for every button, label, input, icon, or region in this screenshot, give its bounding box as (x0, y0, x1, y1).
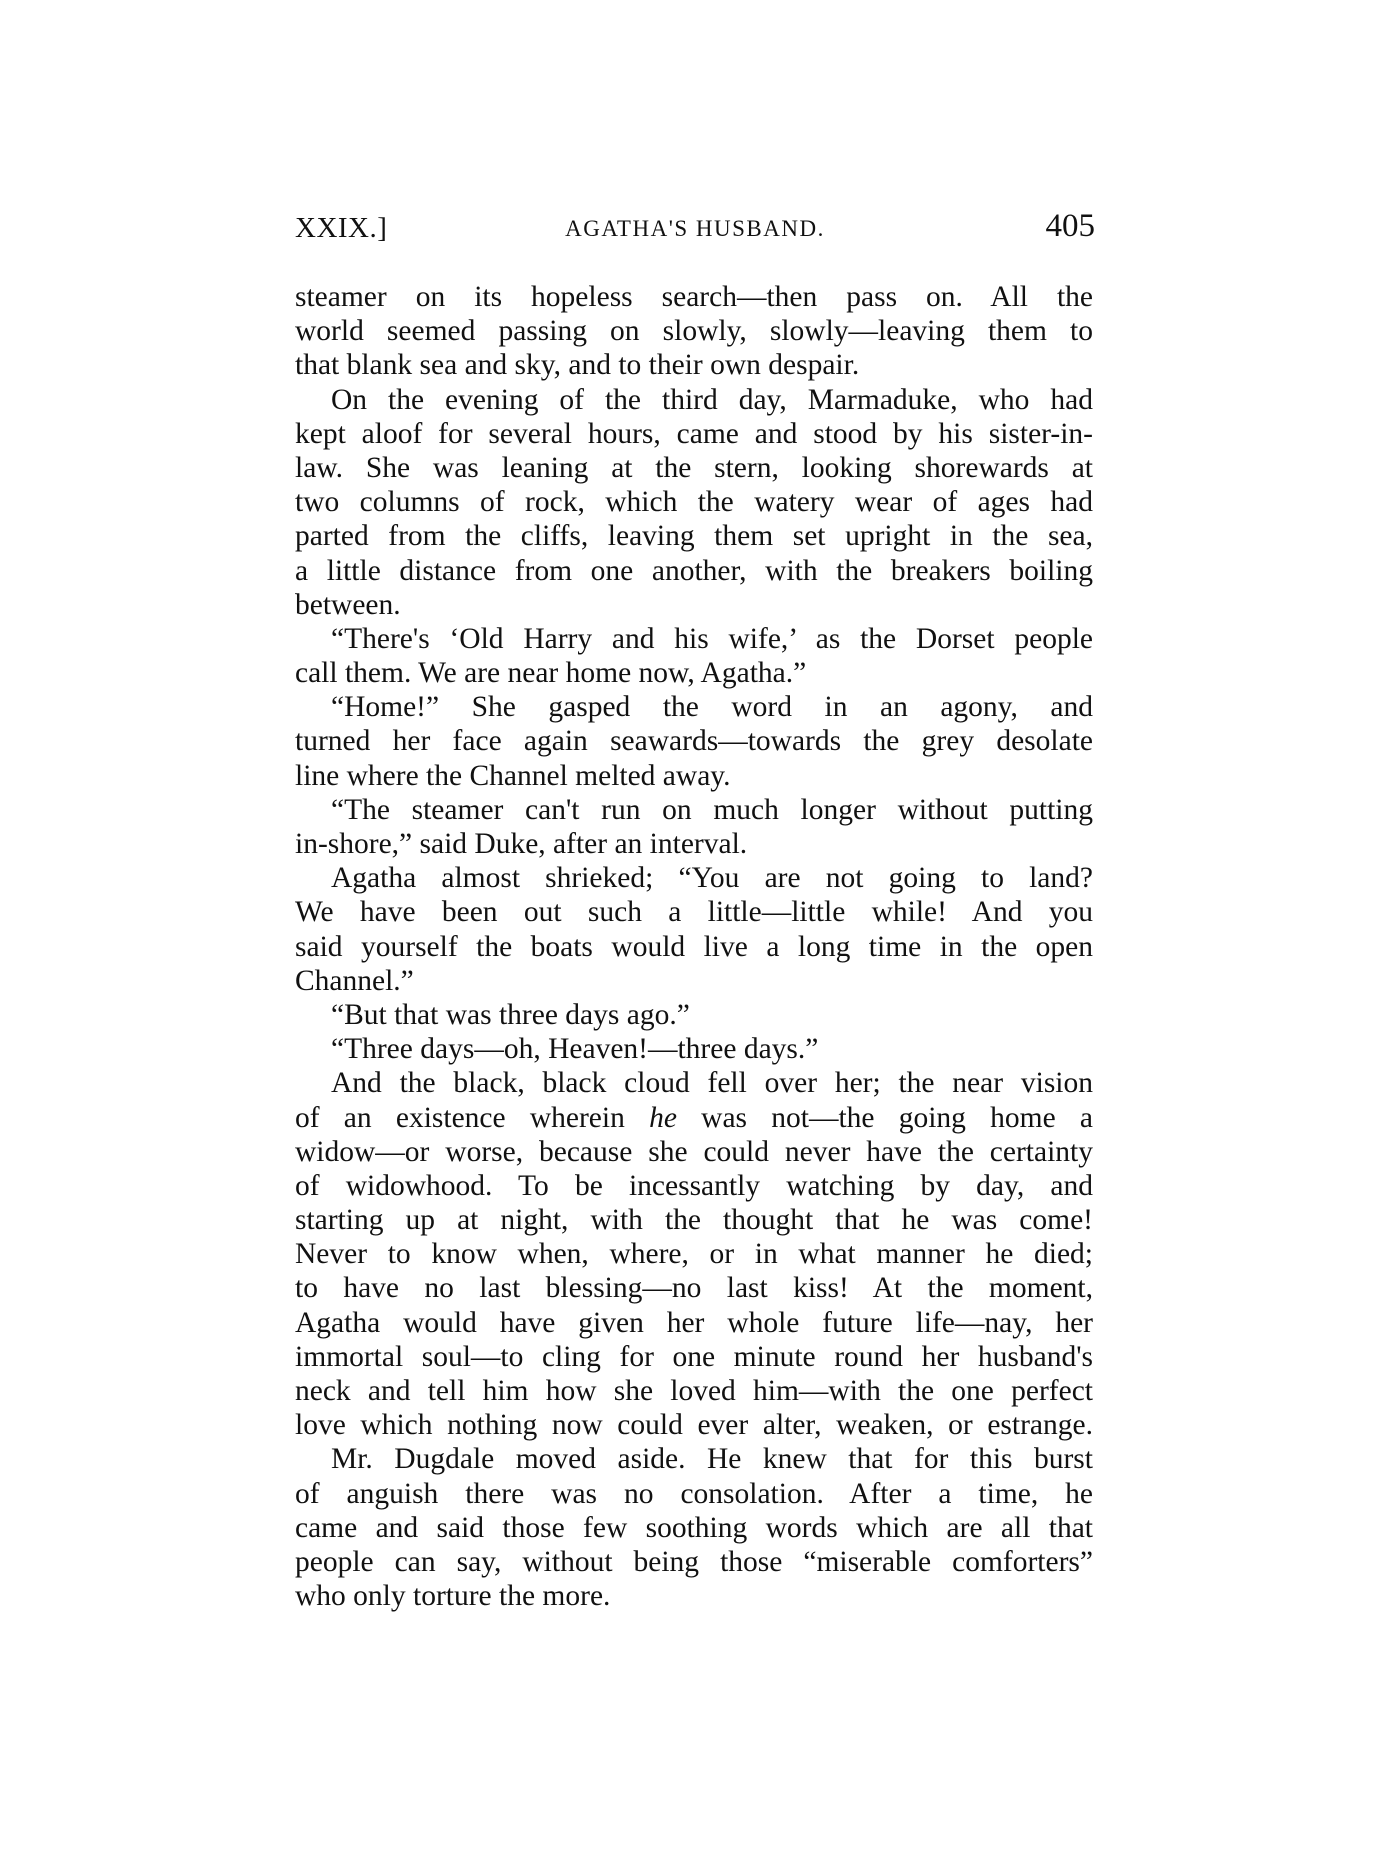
text-line: Never to know when, where, or in what manner he died; (295, 1238, 1093, 1271)
text-line: people can say, without being those “miserable comforters” (295, 1545, 1093, 1578)
text-line: world seemed passing on slowly, slowly—leaving them to (295, 315, 1093, 348)
text-line: We have been out such a little—little while! And you (295, 896, 1093, 929)
text-line: Mr. Dugdale moved aside. He knew that for this burst (331, 1443, 1093, 1476)
text-line: in-shore,” said Duke, after an interval. (295, 828, 748, 860)
running-header (295, 208, 1095, 248)
text-line: Agatha almost shrieked; “You are not going to land? (331, 862, 1093, 895)
text-line: steamer on its hopeless search—then pass on. All the (295, 281, 1093, 313)
text-line: “Three days—oh, Heaven!—three days.” (331, 1033, 819, 1066)
page-number: 405 (1045, 208, 1095, 244)
text-line: who only torture the more. (295, 1580, 611, 1613)
text-line: two columns of rock, which the watery wear of ages had (295, 486, 1093, 519)
text-line: immortal soul—to cling for one minute round her husband's (295, 1340, 1093, 1373)
text-line: line where the Channel melted away. (295, 759, 731, 792)
running-title: AGATHA'S HUSBAND. (565, 216, 825, 241)
italic-word: he (649, 1101, 677, 1134)
text-line: between. (295, 588, 401, 621)
text-line: Agatha would have given her whole future life—nay, her (295, 1306, 1093, 1339)
text-line: neck and tell him how she loved him—with the one perfect (295, 1375, 1093, 1407)
text-line: kept aloof for several hours, came and stood by his sister-in- (295, 417, 1093, 450)
text-line: love which nothing now could ever alter, weaken, or estrange. (295, 1409, 1093, 1442)
text-line: said yourself the boats would live a long time in the open (295, 930, 1093, 963)
body-text (295, 280, 1093, 1613)
text-line: And the black, black cloud fell over her; the near vision (331, 1067, 1093, 1100)
text-line: parted from the cliffs, leaving them set upright in the sea, (295, 520, 1093, 553)
text-line: came and said those few soothing words which are all that (295, 1511, 1093, 1544)
text-line: turned her face again seawards—towards the grey desolate (295, 725, 1093, 758)
text-line: of widowhood. To be incessantly watching by day, and (295, 1169, 1093, 1202)
chapter-number: XXIX.] (295, 212, 388, 244)
text-line: that blank sea and sky, and to their own despair. (295, 349, 860, 382)
text-line: call them. We are near home now, Agatha.” (295, 657, 807, 690)
text-line: “Home!” She gasped the word in an agony, and (331, 691, 1093, 724)
text-line: a little distance from one another, with the breakers boiling (295, 554, 1093, 587)
text-segment: of an existence wherein (295, 1101, 650, 1134)
text-line: widow—or worse, because she could never have the certainty (295, 1135, 1093, 1168)
text-segment: was not—the going home a (676, 1101, 1093, 1134)
text-line: “There's ‘Old Harry and his wife,’ as the Dorset people (331, 622, 1093, 655)
text-line: to have no last blessing—no last kiss! At the moment, (295, 1272, 1093, 1305)
text-line: On the evening of the third day, Marmaduke, who had (331, 383, 1093, 416)
text-line: “But that was three days ago.” (331, 998, 690, 1031)
text-line (295, 1101, 1093, 1135)
text-line: “The steamer can't run on much longer without putting (331, 793, 1093, 826)
text-line: Channel.” (295, 964, 414, 997)
text-line: law. She was leaning at the stern, looking shorewards at (295, 451, 1093, 484)
text-line: of anguish there was no consolation. After a time, he (295, 1477, 1093, 1510)
text-line: starting up at night, with the thought that he was come! (295, 1204, 1093, 1237)
